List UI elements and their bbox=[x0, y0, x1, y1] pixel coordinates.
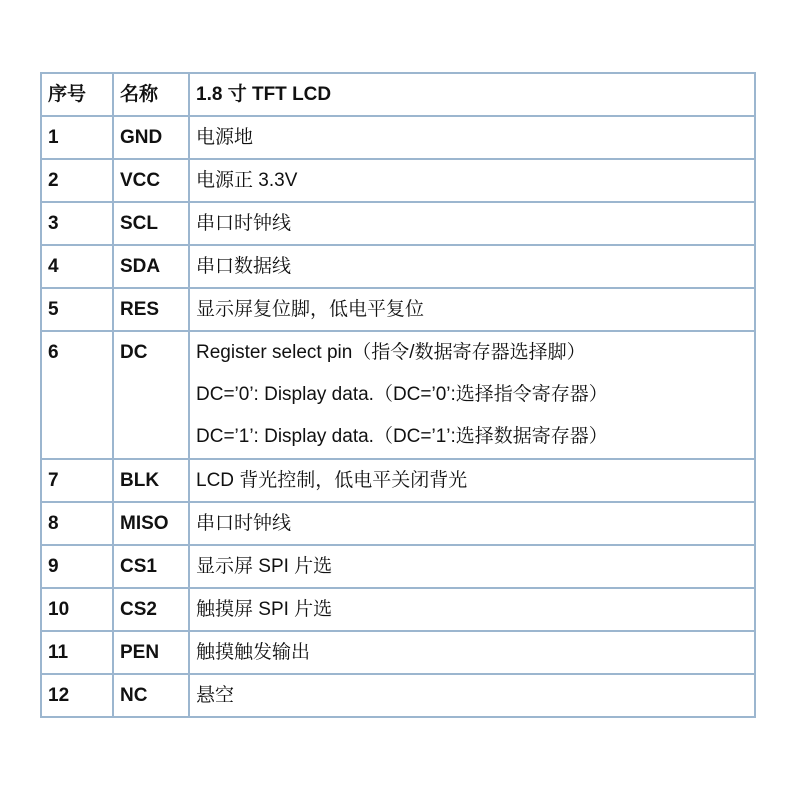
pin-number: 3 bbox=[41, 202, 113, 245]
pin-name: NC bbox=[113, 674, 189, 717]
pin-description: 悬空 bbox=[189, 674, 755, 717]
pin-name: GND bbox=[113, 116, 189, 159]
pin-description: 串口时钟线 bbox=[189, 502, 755, 545]
table-row bbox=[41, 331, 755, 459]
pin-description: 电源正 3.3V bbox=[189, 159, 755, 202]
pin-description: LCD 背光控制，低电平关闭背光 bbox=[189, 459, 755, 502]
description-line: DC=’0’: Display data.（DC=’0’:选择指令寄存器） bbox=[196, 384, 608, 405]
pin-description: 触摸屏 SPI 片选 bbox=[189, 588, 755, 631]
description-line: DC=’1’: Display data.（DC=’1’:选择数据寄存器） bbox=[196, 426, 608, 447]
pin-description: 显示屏复位脚，低电平复位 bbox=[189, 288, 755, 331]
pin-description: 串口时钟线 bbox=[189, 202, 755, 245]
pin-name: VCC bbox=[113, 159, 189, 202]
pin-number-text: 6 bbox=[48, 342, 59, 363]
table-row bbox=[41, 588, 755, 631]
pin-description: 触摸触发输出 bbox=[189, 631, 755, 674]
table-row bbox=[41, 245, 755, 288]
pin-description: 显示屏 SPI 片选 bbox=[189, 545, 755, 588]
pin-name: PEN bbox=[113, 631, 189, 674]
table-row bbox=[41, 502, 755, 545]
table-row bbox=[41, 631, 755, 674]
pin-name: CS1 bbox=[113, 545, 189, 588]
pin-number bbox=[41, 331, 113, 459]
pin-name: SCL bbox=[113, 202, 189, 245]
pin-number: 12 bbox=[41, 674, 113, 717]
header-no: 序号 bbox=[41, 73, 113, 116]
table-row bbox=[41, 545, 755, 588]
pin-number: 9 bbox=[41, 545, 113, 588]
table-row bbox=[41, 288, 755, 331]
pin-name bbox=[113, 331, 189, 459]
pin-name: BLK bbox=[113, 459, 189, 502]
table-row bbox=[41, 674, 755, 717]
pin-number: 8 bbox=[41, 502, 113, 545]
pin-number: 7 bbox=[41, 459, 113, 502]
table-row bbox=[41, 202, 755, 245]
pin-number: 4 bbox=[41, 245, 113, 288]
pin-number: 1 bbox=[41, 116, 113, 159]
pin-name: RES bbox=[113, 288, 189, 331]
header-desc: 1.8 寸 TFT LCD bbox=[189, 73, 755, 116]
table-row bbox=[41, 116, 755, 159]
description-line: Register select pin（指令/数据寄存器选择脚） bbox=[196, 342, 586, 363]
pin-definition-table bbox=[40, 72, 756, 718]
pin-description: 串口数据线 bbox=[189, 245, 755, 288]
table-header-row bbox=[41, 73, 755, 116]
pin-description: 电源地 bbox=[189, 116, 755, 159]
table-row bbox=[41, 459, 755, 502]
pin-name: CS2 bbox=[113, 588, 189, 631]
pin-number: 5 bbox=[41, 288, 113, 331]
pin-name: MISO bbox=[113, 502, 189, 545]
table-row bbox=[41, 159, 755, 202]
pin-number: 10 bbox=[41, 588, 113, 631]
header-name: 名称 bbox=[113, 73, 189, 116]
pin-name: SDA bbox=[113, 245, 189, 288]
pin-number: 11 bbox=[41, 631, 113, 674]
pin-description bbox=[189, 331, 755, 459]
pin-number: 2 bbox=[41, 159, 113, 202]
pin-name-text: DC bbox=[120, 342, 148, 363]
